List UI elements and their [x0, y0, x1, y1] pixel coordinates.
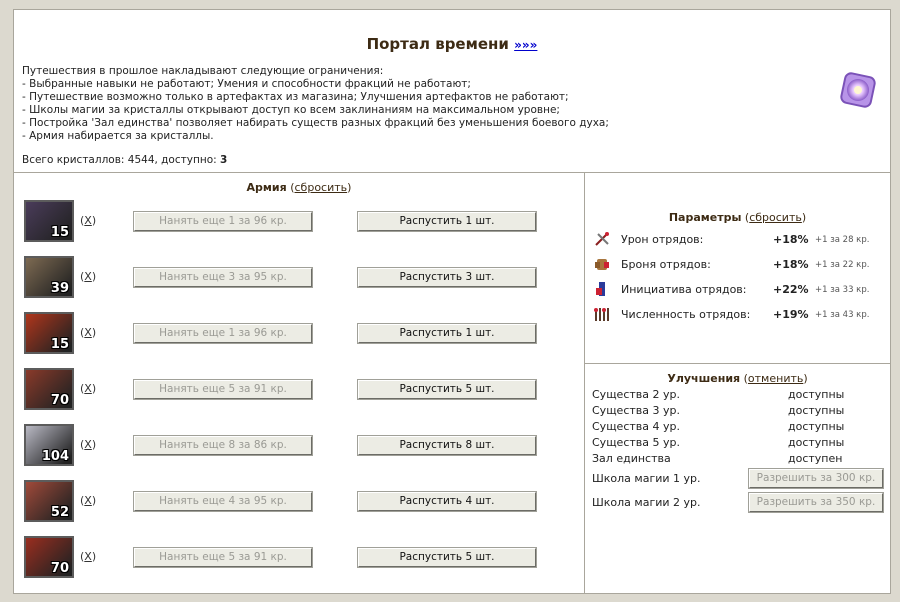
dismiss-button[interactable]: Распустить 1 шт. — [358, 324, 536, 343]
dismiss-button[interactable]: Распустить 1 шт. — [358, 212, 536, 231]
hire-more-button[interactable]: Нанять еще 1 за 96 кр. — [134, 324, 312, 343]
army-row — [24, 256, 564, 304]
title-more-link[interactable]: »»» — [514, 38, 538, 52]
upgrades-cancel-link[interactable]: отменить — [747, 372, 804, 385]
allow-school-button[interactable]: Разрешить за 350 кр. — [749, 493, 883, 512]
params-reset-link[interactable]: сбросить — [749, 211, 802, 224]
crystals-info — [22, 154, 227, 166]
upgrade-name: Существа 3 ур. — [592, 404, 680, 417]
param-value: +18% — [773, 258, 809, 271]
upgrade-status: доступны — [788, 404, 845, 417]
upgrade-row — [592, 452, 887, 468]
army-row — [24, 536, 564, 584]
param-row — [593, 255, 883, 275]
remove-creature-wrap: (X) — [80, 550, 97, 563]
remove-creature-wrap: (X) — [80, 494, 97, 507]
upgrade-status: доступны — [788, 388, 845, 401]
creature-count: 15 — [50, 225, 69, 240]
restriction-line: - Школы магии за кристаллы открывают доступ ко всем заклинаниям на максимальном уровне; — [22, 104, 560, 116]
damage-icon[interactable] — [593, 230, 611, 248]
initiative-icon[interactable] — [593, 280, 611, 298]
upgrades-panel — [584, 363, 891, 594]
param-name: Урон отрядов: — [621, 233, 704, 246]
count-icon[interactable] — [593, 305, 611, 323]
creature-count: 70 — [50, 393, 69, 408]
magic-school-row — [592, 472, 887, 488]
remove-creature-link[interactable]: X — [84, 214, 92, 227]
param-row — [593, 280, 883, 300]
magic-school-name: Школа магии 1 ур. — [592, 472, 701, 485]
upgrade-row — [592, 404, 887, 420]
param-name: Численность отрядов: — [621, 308, 751, 321]
param-row — [593, 305, 883, 325]
param-cost-note: +1 за 33 кр. — [815, 285, 870, 295]
remove-creature-wrap: (X) — [80, 270, 97, 283]
creature-count: 70 — [50, 561, 69, 576]
upgrades-title: Улучшения (отменить) — [667, 372, 808, 385]
remove-creature-wrap: (X) — [80, 326, 97, 339]
magic-school-name: Школа магии 2 ур. — [592, 496, 701, 509]
army-row — [24, 424, 564, 472]
crystals-label: Всего кристаллов: 4544, доступно: — [22, 154, 217, 166]
restrictions-text — [22, 65, 609, 143]
creature-portrait[interactable] — [24, 368, 74, 410]
params-panel — [584, 172, 891, 364]
hire-more-button[interactable]: Нанять еще 3 за 95 кр. — [134, 268, 312, 287]
hire-more-button[interactable]: Нанять еще 5 за 91 кр. — [134, 548, 312, 567]
remove-creature-link[interactable]: X — [84, 270, 92, 283]
remove-creature-link[interactable]: X — [84, 494, 92, 507]
army-panel — [13, 172, 585, 594]
dismiss-button[interactable]: Распустить 3 шт. — [358, 268, 536, 287]
upgrade-name: Существа 5 ур. — [592, 436, 680, 449]
hire-more-button[interactable]: Нанять еще 4 за 95 кр. — [134, 492, 312, 511]
upgrade-status: доступны — [788, 420, 845, 433]
dismiss-button[interactable]: Распустить 8 шт. — [358, 436, 536, 455]
army-title-text: Армия — [246, 181, 287, 194]
army-row — [24, 200, 564, 248]
magic-school-row — [592, 496, 887, 512]
param-name: Броня отрядов: — [621, 258, 711, 271]
restriction-line: - Постройка 'Зал единства' позволяет набирать существ разных фракций без уменьшения боевого духа; — [22, 117, 609, 129]
remove-creature-wrap: (X) — [80, 382, 97, 395]
param-row — [593, 230, 883, 250]
army-row — [24, 480, 564, 528]
restriction-line: Путешествия в прошлое накладывают следующие ограничения: — [22, 65, 384, 77]
param-value: +19% — [773, 308, 809, 321]
creature-count: 15 — [50, 337, 69, 352]
creature-count: 52 — [50, 505, 69, 520]
remove-creature-link[interactable]: X — [84, 550, 92, 563]
crystals-available: 3 — [220, 154, 228, 166]
creature-count: 39 — [50, 281, 69, 296]
upgrade-name: Существа 2 ур. — [592, 388, 680, 401]
page-title-text: Портал времени — [366, 35, 509, 53]
army-row — [24, 312, 564, 360]
upgrade-status: доступен — [788, 452, 843, 465]
restriction-line: - Армия набирается за кристаллы. — [22, 130, 214, 142]
restriction-line: - Выбранные навыки не работают; Умения и способности фракций не работают; — [22, 78, 471, 90]
param-cost-note: +1 за 28 кр. — [815, 235, 870, 245]
creature-count: 104 — [41, 449, 69, 464]
remove-creature-link[interactable]: X — [84, 438, 92, 451]
creature-portrait[interactable] — [24, 200, 74, 242]
hire-more-button[interactable]: Нанять еще 1 за 96 кр. — [134, 212, 312, 231]
hire-more-button[interactable]: Нанять еще 8 за 86 кр. — [134, 436, 312, 455]
creature-portrait[interactable] — [24, 312, 74, 354]
upgrade-row — [592, 436, 887, 452]
param-value: +18% — [773, 233, 809, 246]
page-title — [14, 35, 890, 53]
info-panel — [13, 9, 891, 173]
creature-portrait[interactable] — [24, 256, 74, 298]
dismiss-button[interactable]: Распустить 4 шт. — [358, 492, 536, 511]
armor-icon[interactable] — [593, 255, 611, 273]
army-title: Армия (сбросить) — [246, 181, 352, 194]
creature-portrait[interactable] — [24, 536, 74, 578]
param-name: Инициатива отрядов: — [621, 283, 747, 296]
upgrade-name: Зал единства — [592, 452, 671, 465]
param-cost-note: +1 за 22 кр. — [815, 260, 870, 270]
dismiss-button[interactable]: Распустить 5 шт. — [358, 380, 536, 399]
allow-school-button[interactable]: Разрешить за 300 кр. — [749, 469, 883, 488]
remove-creature-link[interactable]: X — [84, 326, 92, 339]
param-value: +22% — [773, 283, 809, 296]
remove-creature-wrap: (X) — [80, 438, 97, 451]
dismiss-button[interactable]: Распустить 5 шт. — [358, 548, 536, 567]
hire-more-button[interactable]: Нанять еще 5 за 91 кр. — [134, 380, 312, 399]
upgrades-title-text: Улучшения — [667, 372, 741, 385]
params-title: Параметры (сбросить) — [668, 211, 807, 224]
upgrade-row — [592, 388, 887, 404]
params-title-text: Параметры — [668, 211, 742, 224]
upgrade-name: Существа 4 ур. — [592, 420, 680, 433]
remove-creature-link[interactable]: X — [84, 382, 92, 395]
army-row — [24, 368, 564, 416]
upgrade-status: доступны — [788, 436, 845, 449]
restriction-line: - Путешествие возможно только в артефактах из магазина; Улучшения артефактов не работают; — [22, 91, 569, 103]
army-reset-link[interactable]: сбросить — [294, 181, 348, 194]
remove-creature-wrap: (X) — [80, 214, 97, 227]
creature-portrait[interactable] — [24, 424, 74, 466]
creature-portrait[interactable] — [24, 480, 74, 522]
param-cost-note: +1 за 43 кр. — [815, 310, 870, 320]
upgrade-row — [592, 420, 887, 436]
portal-icon — [840, 72, 876, 108]
